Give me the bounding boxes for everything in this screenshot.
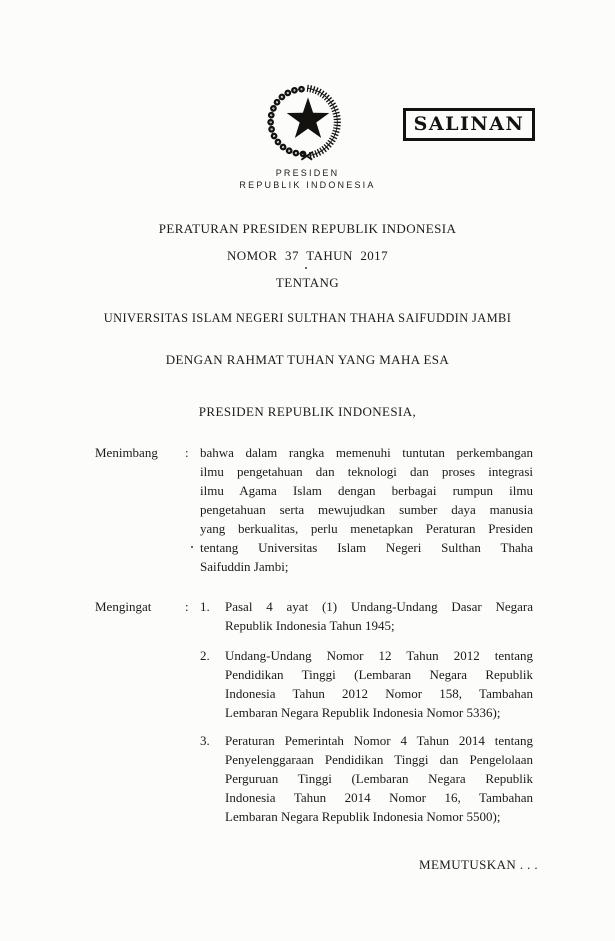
legal-basis-item-number: 3. xyxy=(200,733,210,748)
legal-basis-item-text: Undang-Undang Nomor 12 Tahun 2012 tentang Pendidikan Tinggi (Lembaran Negara Republik Indonesia Tahun 2012 Nomor 158, Tambahan Lembaran Negara Republik Indonesia Nomor 5336); xyxy=(225,648,533,720)
legal-basis-label: Mengingat xyxy=(95,599,152,614)
doc-type-line: PERATURAN PRESIDEN REPUBLIK INDONESIA xyxy=(158,221,457,236)
doc-subject-line: UNIVERSITAS ISLAM NEGERI SULTHAN THAHA SAIFUDDIN JAMBI xyxy=(103,311,512,325)
catchword: MEMUTUSKAN . . . xyxy=(419,857,539,872)
scan-artifact-dot xyxy=(191,546,193,548)
considering-paragraph: bahwa dalam rangka memenuhi tuntutan perkembangan ilmu pengetahuan dan teknologi dan proses integrasi ilmu Agama Islam dengan berbagai rumpun ilmu pengetahuan serta mewujudkan sumber daya manusia yang berkualitas, perlu menetapkan Peraturan Presiden tentang Universitas Islam Negeri Sulthan Thaha Saifuddin Jambi; xyxy=(200,445,533,574)
legal-basis-item-text: Peraturan Pemerintah Nomor 4 Tahun 2014 tentang Penyelenggaraan Pendidikan Tinggi dan Pengelolaan Perguruan Tinggi (Lembaran Negara Republik Indonesia Tahun 2014 Nomor 16, Tambahan Lembaran Negara Republik Indonesia Nomor 5500); xyxy=(225,733,533,824)
letterhead-line1: PRESIDEN xyxy=(275,168,340,178)
tentang-line: TENTANG xyxy=(275,275,340,290)
letterhead xyxy=(0,168,615,191)
presidential-seal-icon xyxy=(264,79,352,169)
considering-colon: : xyxy=(185,445,189,460)
doc-number-line: NOMOR 37 TAHUN 2017 xyxy=(227,248,388,263)
legal-basis-colon: : xyxy=(185,599,189,614)
scan-artifact-dot xyxy=(305,267,307,269)
invocation-line: DENGAN RAHMAT TUHAN YANG MAHA ESA xyxy=(165,352,450,367)
legal-basis-item-number: 2. xyxy=(200,648,210,663)
letterhead-line2: REPUBLIK INDONESIA xyxy=(239,179,376,190)
legal-basis-item-text: Pasal 4 ayat (1) Undang-Undang Dasar Negara Republik Indonesia Tahun 1945; xyxy=(225,599,533,633)
legal-basis-item-number: 1. xyxy=(200,599,210,614)
considering-label: Menimbang xyxy=(95,445,158,460)
authority-line: PRESIDEN REPUBLIK INDONESIA, xyxy=(198,404,417,419)
salinan-stamp xyxy=(403,108,535,141)
salinan-stamp-label: SALINAN xyxy=(413,113,525,135)
